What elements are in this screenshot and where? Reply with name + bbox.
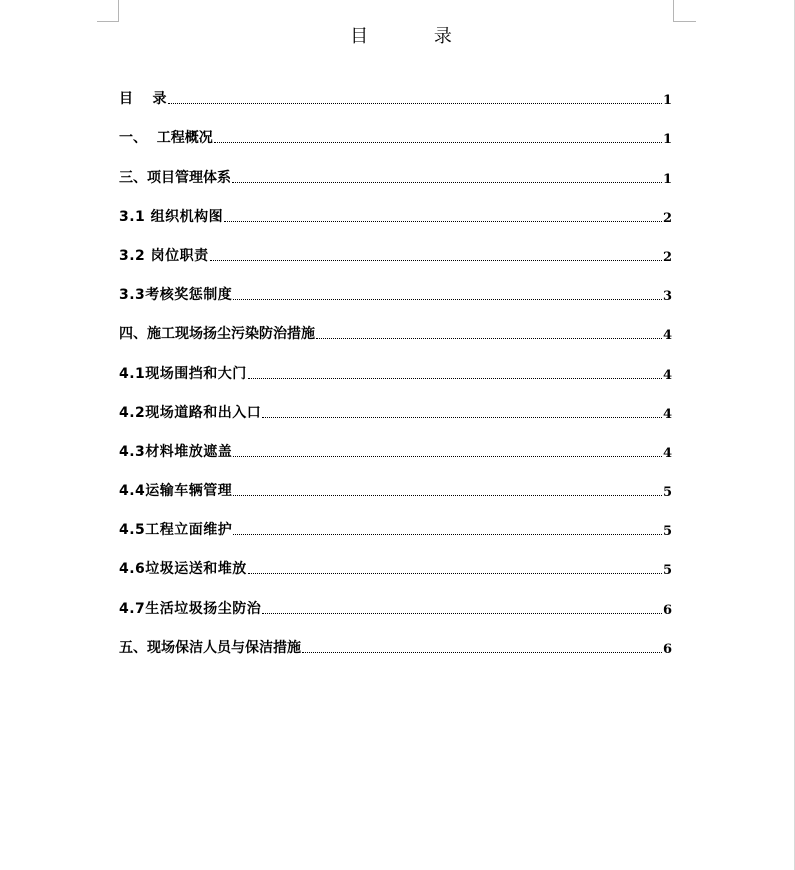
toc-dot-leader (232, 182, 662, 183)
table-of-contents (119, 71, 672, 659)
toc-dot-leader (233, 534, 662, 535)
toc-entry-page: 6 (662, 641, 672, 657)
toc-entry-label: 4.3材料堆放遮盖 (119, 443, 233, 460)
toc-entry-page: 4 (662, 328, 672, 344)
toc-entry-label: 一、 工程概况 (119, 130, 213, 147)
toc-entry[interactable] (119, 463, 672, 502)
toc-entry[interactable] (119, 424, 672, 463)
toc-dot-leader (262, 613, 662, 614)
toc-entry-label: 4.1现场围挡和大门 (119, 365, 247, 382)
toc-dot-leader (233, 456, 662, 457)
toc-entry[interactable] (119, 580, 672, 619)
toc-entry-page: 1 (662, 171, 672, 187)
toc-entry[interactable] (119, 502, 672, 541)
toc-entry[interactable] (119, 228, 672, 267)
toc-entry-label: 4.4运输车辆管理 (119, 483, 233, 500)
toc-entry-label: 3.1 组织机构图 (119, 208, 224, 225)
toc-dot-leader (233, 495, 662, 496)
toc-dot-leader (248, 573, 662, 574)
toc-entry-page: 4 (662, 367, 672, 383)
toc-entry[interactable] (119, 306, 672, 345)
toc-entry-label: 三、项目管理体系 (119, 169, 231, 186)
toc-entry-label: 4.6垃圾运送和堆放 (119, 561, 247, 578)
toc-entry-label: 4.5工程立面维护 (119, 522, 233, 539)
toc-entry-page: 5 (662, 563, 672, 579)
toc-dot-leader (168, 103, 662, 104)
toc-entry[interactable] (119, 189, 672, 228)
toc-entry-label: 四、施工现场扬尘污染防治措施 (119, 326, 315, 343)
toc-entry-label: 目 录 (119, 91, 167, 108)
toc-entry[interactable] (119, 149, 672, 188)
toc-entry-label: 五、现场保洁人员与保洁措施 (119, 639, 301, 656)
toc-dot-leader (210, 260, 662, 261)
toc-entry-page: 1 (662, 93, 672, 109)
toc-entry[interactable] (119, 71, 672, 110)
toc-entry[interactable] (119, 385, 672, 424)
toc-dot-leader (233, 299, 662, 300)
toc-entry[interactable] (119, 620, 672, 659)
toc-entry[interactable] (119, 110, 672, 149)
toc-entry-page: 5 (662, 524, 672, 540)
toc-entry-page: 2 (662, 210, 672, 226)
toc-entry-label: 4.7生活垃圾扬尘防治 (119, 600, 262, 617)
toc-entry-page: 3 (662, 289, 672, 305)
toc-dot-leader (262, 417, 662, 418)
toc-dot-leader (214, 142, 662, 143)
toc-entry[interactable] (119, 345, 672, 384)
toc-entry-page: 4 (662, 406, 672, 422)
toc-dot-leader (316, 338, 662, 339)
toc-title: 目 录 (350, 26, 482, 47)
toc-dot-leader (248, 378, 662, 379)
toc-entry-page: 6 (662, 602, 672, 618)
toc-dot-leader (224, 221, 662, 222)
toc-entry-page: 4 (662, 445, 672, 461)
crop-mark-top-left (118, 0, 119, 21)
toc-entry-page: 2 (662, 249, 672, 265)
toc-entry-page: 1 (662, 132, 672, 148)
crop-mark-top-right (673, 0, 674, 21)
toc-entry-label: 4.2现场道路和出入口 (119, 404, 262, 421)
toc-entry[interactable] (119, 541, 672, 580)
toc-entry[interactable] (119, 267, 672, 306)
toc-entry-label: 3.3考核奖惩制度 (119, 287, 233, 304)
toc-entry-page: 5 (662, 485, 672, 501)
toc-entry-label: 3.2 岗位职责 (119, 247, 209, 264)
toc-dot-leader (302, 652, 662, 653)
